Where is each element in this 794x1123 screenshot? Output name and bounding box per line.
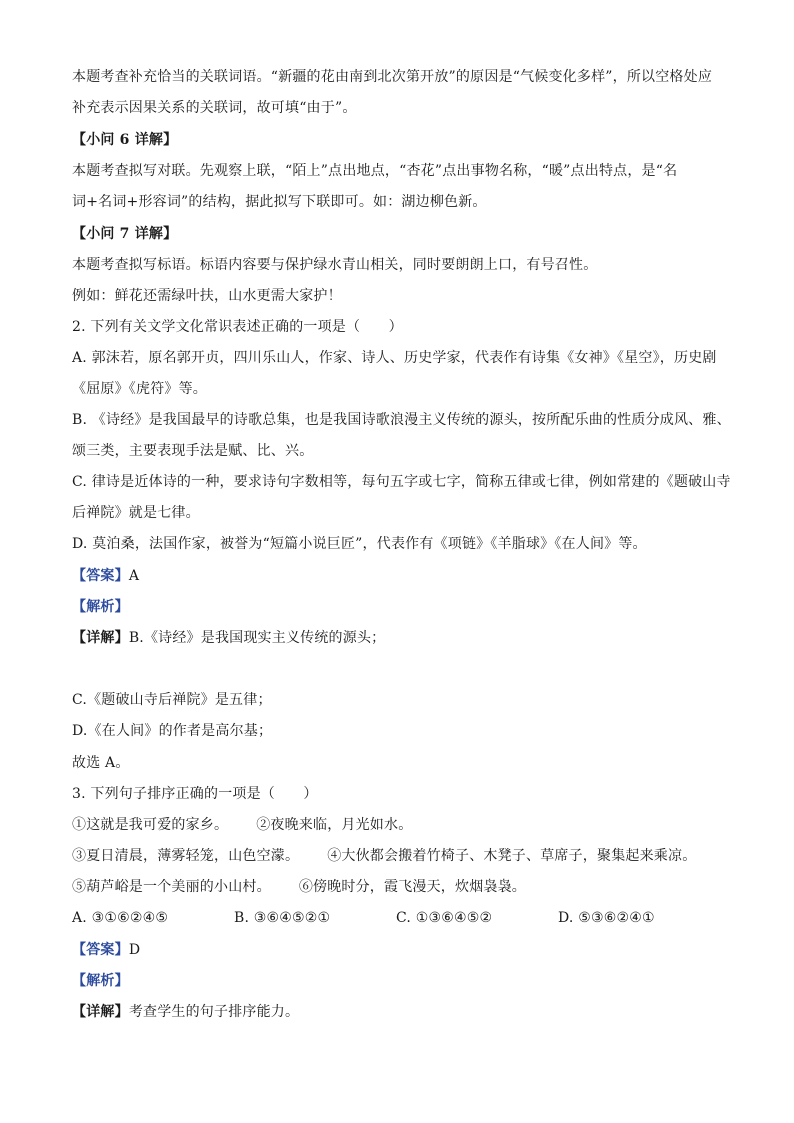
detail-text: 考查学生的句子排序能力。 [128,1004,300,1020]
detail-text: B.《诗经》是我国现实主义传统的源头； [128,630,386,646]
sentence-row [72,814,724,836]
options-row [72,907,724,929]
option-line: D. 莫泊桑，法国作家，被誉为“短篇小说巨匠”，代表作有《项链》《羊脂球》《在人间》等。 [72,536,647,552]
text-line: 本题考查拟写对联。先观察上联，“陌上”点出地点，“杏花”点出事物名称，“暖”点出特点，是“名 [72,163,678,179]
analysis-line [72,596,724,618]
answer-value: A [128,568,140,584]
sentence-3: ③夏日清晨，薄雾轻笼，山色空濛。 [72,848,300,864]
option-line: 后禅院》就是七律。 [72,505,200,521]
analysis-line [72,970,724,992]
text-line: 词+名词+形容词”的结构，据此拟写下联即可。如：湖边柳色新。 [72,194,487,210]
answer-value: D [128,942,141,958]
sentence-6: ⑥傍晚时分，霞飞漫天，炊烟袅袅。 [298,879,527,895]
sentence-2: ②夜晚来临，月光如水。 [256,817,413,833]
sentence-row [72,845,724,867]
option-line: A. 郭沫若，原名郭开贞，四川乐山人，作家、诗人、历史学家，代表作有诗集《女神》《星空》，历史剧 [72,350,717,366]
detail-label: 【详解】 [72,1004,129,1020]
text-line: 例如：鲜花还需绿叶扶，山水更需大家护！ [72,288,342,304]
text-line: D.《在人间》的作者是高尔基； [72,723,273,739]
answer-line [72,939,724,961]
sentence-4: ④大伙都会搬着竹椅子、木凳子、草席子，聚集起来乘凉。 [327,848,697,864]
option-line: 颂三类，主要表现手法是赋、比、兴。 [72,443,314,459]
option-a: A. ③①⑥②④⑤ [72,910,169,926]
question-stem: 2. 下列有关文学文化常识表述正确的一项是（ ） [72,319,403,335]
option-line: 《屈原》《虎符》等。 [72,381,207,397]
text-line: 本题考查拟写标语。标语内容要与保护绿水青山相关，同时要朗朗上口，有号召性。 [72,257,598,273]
text-line: 补充表示因果关系的关联词，故可填“由于”。 [72,100,357,116]
sentence-5: ⑤葫芦峪是一个美丽的小山村。 [72,879,271,895]
option-d: D. ⑤③⑥②④① [558,910,655,926]
question-stem: 3. 下列句子排序正确的一项是（ ） [72,786,318,802]
text-line: C.《题破山寺后禅院》是五律； [72,692,272,708]
sentence-1: ①这就是我可爱的家乡。 [72,817,229,833]
sentence-row [72,876,724,898]
analysis-label: 【解析】 [72,599,129,615]
option-line: C. 律诗是近体诗的一种，要求诗句字数相等，每句五字或七字，简称五律或七律，例如常建的《题破山寺 [72,474,731,490]
detail-label: 【详解】 [72,630,129,646]
option-line: B. 《诗经》是我国最早的诗歌总集，也是我国诗歌浪漫主义传统的源头，按所配乐曲的性质分成风、雅、 [72,412,731,428]
answer-label: 【答案】 [72,568,129,584]
detail-line [72,1001,724,1023]
analysis-label: 【解析】 [72,973,129,989]
option-b: B. ③⑥④⑤②① [234,910,331,926]
text-line: 故选 A。 [72,755,130,771]
answer-line [72,565,724,587]
option-c: C. ①③⑥④⑤② [396,910,493,926]
section-heading: 【小问 7 详解】 [72,226,178,242]
text-line: 本题考查补充恰当的关联词语。“新疆的花由南到北次第开放”的原因是“气候变化多样”，所以空格处应 [72,69,713,85]
answer-label: 【答案】 [72,942,129,958]
section-heading: 【小问 6 详解】 [72,132,178,148]
detail-line [72,627,724,649]
